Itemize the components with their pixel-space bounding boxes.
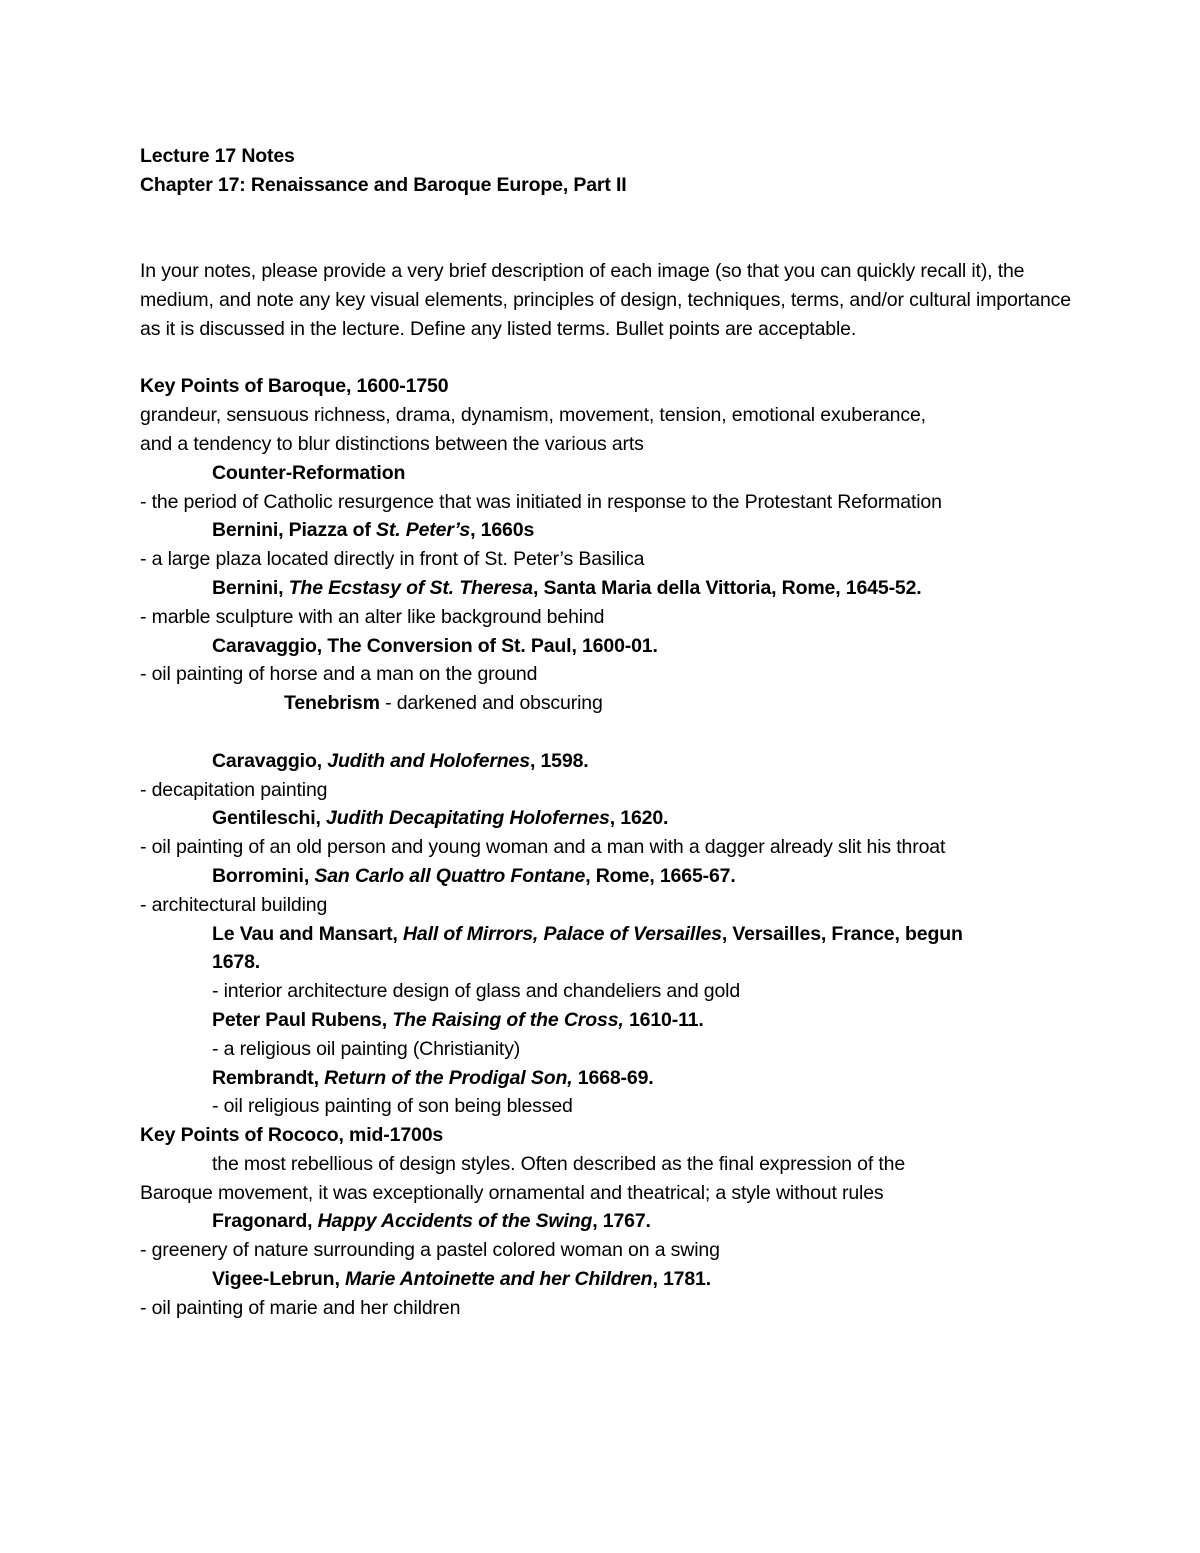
artwork-rembrandt-note: - oil religious painting of son being blessed	[212, 1095, 573, 1118]
artwork-versailles-heading	[140, 920, 1090, 949]
artwork-vigee-note: - oil painting of marie and her children	[140, 1296, 461, 1319]
artwork-versailles-date: 1678.	[212, 951, 261, 974]
artwork-gentileschi-note: - oil painting of an old person and young woman and a man with a dagger already slit his throat	[140, 836, 946, 859]
artwork-artist: Rembrandt,	[212, 1066, 325, 1089]
artwork-date: , 1781.	[652, 1268, 712, 1291]
artwork-judith-heading	[140, 747, 1090, 776]
instructions-paragraph: In your notes, please provide a very brief description of each image (so that you can quickly recall it), the medium, and note any key visual elements, principles of design, techniques, terms, and/or cultural importance as it is discussed in the lecture. Define any listed terms. Bullet points are acceptable.	[140, 260, 1071, 340]
baroque-heading: Key Points of Baroque, 1600-1750	[140, 375, 449, 398]
artwork-title: San Carlo all Quattro Fontane	[314, 864, 586, 887]
artwork-artist: Bernini, Piazza of	[212, 519, 377, 542]
artwork-fragonard-heading	[140, 1207, 1090, 1236]
artwork-ecstasy-heading	[140, 574, 1090, 603]
term-definition: - darkened and obscuring	[379, 692, 603, 715]
artwork-fragonard-note: - greenery of nature surrounding a pastel colored woman on a swing	[140, 1239, 720, 1262]
artwork-rubens-note: - a religious oil painting (Christianity)	[212, 1037, 521, 1060]
artwork-borromini-heading	[140, 862, 1090, 891]
baroque-summary-line-2: and a tendency to blur distinctions between the various arts	[140, 432, 644, 455]
artwork-location-date: , Santa Maria della Vittoria, Rome, 1645-52.	[532, 576, 922, 599]
artwork-vigee-heading	[140, 1265, 1090, 1294]
artwork-versailles-note: - interior architecture design of glass and chandeliers and gold	[212, 980, 741, 1003]
artwork-location: , Versailles, France, begun	[721, 922, 963, 945]
artwork-conversion-note: - oil painting of horse and a man on the ground	[140, 663, 538, 686]
rococo-summary-line-2: Baroque movement, it was exceptionally ornamental and theatrical; a style without rules	[140, 1181, 884, 1204]
artwork-artist: Fragonard,	[212, 1210, 318, 1233]
artwork-artist: Gentileschi,	[212, 807, 327, 830]
artwork-date: , 1620.	[609, 807, 669, 830]
artwork-conversion-heading: Caravaggio, The Conversion of St. Paul, 1600-01.	[212, 634, 658, 657]
term-counter-reformation: Counter-Reformation	[212, 461, 406, 484]
artwork-gentileschi-heading	[140, 804, 1090, 833]
artwork-judith-note: - decapitation painting	[140, 778, 328, 801]
spacer	[140, 344, 1090, 373]
artwork-title: The Raising of the Cross,	[392, 1008, 624, 1031]
artwork-title: Judith and Holofernes	[327, 749, 530, 772]
artwork-rembrandt-heading	[140, 1064, 1090, 1093]
artwork-title: Judith Decapitating Holofernes	[326, 807, 610, 830]
artwork-rubens-heading	[140, 1006, 1090, 1035]
rococo-summary-line-1: the most rebellious of design styles. Often described as the final expression of the	[212, 1152, 906, 1175]
artwork-artist: Borromini,	[212, 864, 315, 887]
artwork-title: Hall of Mirrors, Palace of Versailles	[402, 922, 722, 945]
counter-reformation-definition: - the period of Catholic resurgence that was initiated in response to the Protestant Reformation	[140, 490, 942, 513]
artwork-artist: Bernini,	[212, 576, 289, 599]
artwork-date: 1668-69.	[572, 1066, 654, 1089]
artwork-artist: Caravaggio,	[212, 749, 328, 772]
artwork-title: Marie Antoinette and her Children	[344, 1268, 653, 1291]
artwork-artist: Le Vau and Mansart,	[212, 922, 403, 945]
rococo-heading: Key Points of Rococo, mid-1700s	[140, 1124, 444, 1147]
artwork-borromini-note: - architectural building	[140, 893, 328, 916]
artwork-date: , 1767.	[592, 1210, 651, 1233]
spacer	[140, 718, 1090, 747]
artwork-title: St. Peter’s	[376, 519, 471, 542]
term-label: Tenebrism	[284, 692, 380, 715]
artwork-piazza-note: - a large plaza located directly in front of St. Peter’s Basilica	[140, 548, 645, 571]
artwork-artist: Vigee-Lebrun,	[212, 1268, 345, 1291]
baroque-summary-line-1: grandeur, sensuous richness, drama, dynamism, movement, tension, emotional exuberance,	[140, 404, 926, 427]
spacer	[140, 200, 1090, 258]
artwork-date: , Rome, 1665-67.	[585, 864, 736, 887]
artwork-date: , 1660s	[470, 519, 535, 542]
artwork-title: Return of the Prodigal Son,	[324, 1066, 573, 1089]
artwork-ecstasy-note: - marble sculpture with an alter like background behind	[140, 605, 605, 628]
artwork-title: The Ecstasy of St. Theresa	[288, 576, 533, 599]
artwork-date: 1610-11.	[623, 1008, 704, 1031]
chapter-title: Chapter 17: Renaissance and Baroque Europe, Part II	[140, 173, 627, 196]
artwork-piazza-heading	[140, 516, 1090, 545]
lecture-title: Lecture 17 Notes	[140, 145, 295, 167]
artwork-date: , 1598.	[529, 749, 589, 772]
term-tenebrism	[140, 689, 1090, 718]
artwork-title: Happy Accidents of the Swing	[317, 1210, 593, 1233]
artwork-artist: Peter Paul Rubens,	[212, 1008, 393, 1031]
